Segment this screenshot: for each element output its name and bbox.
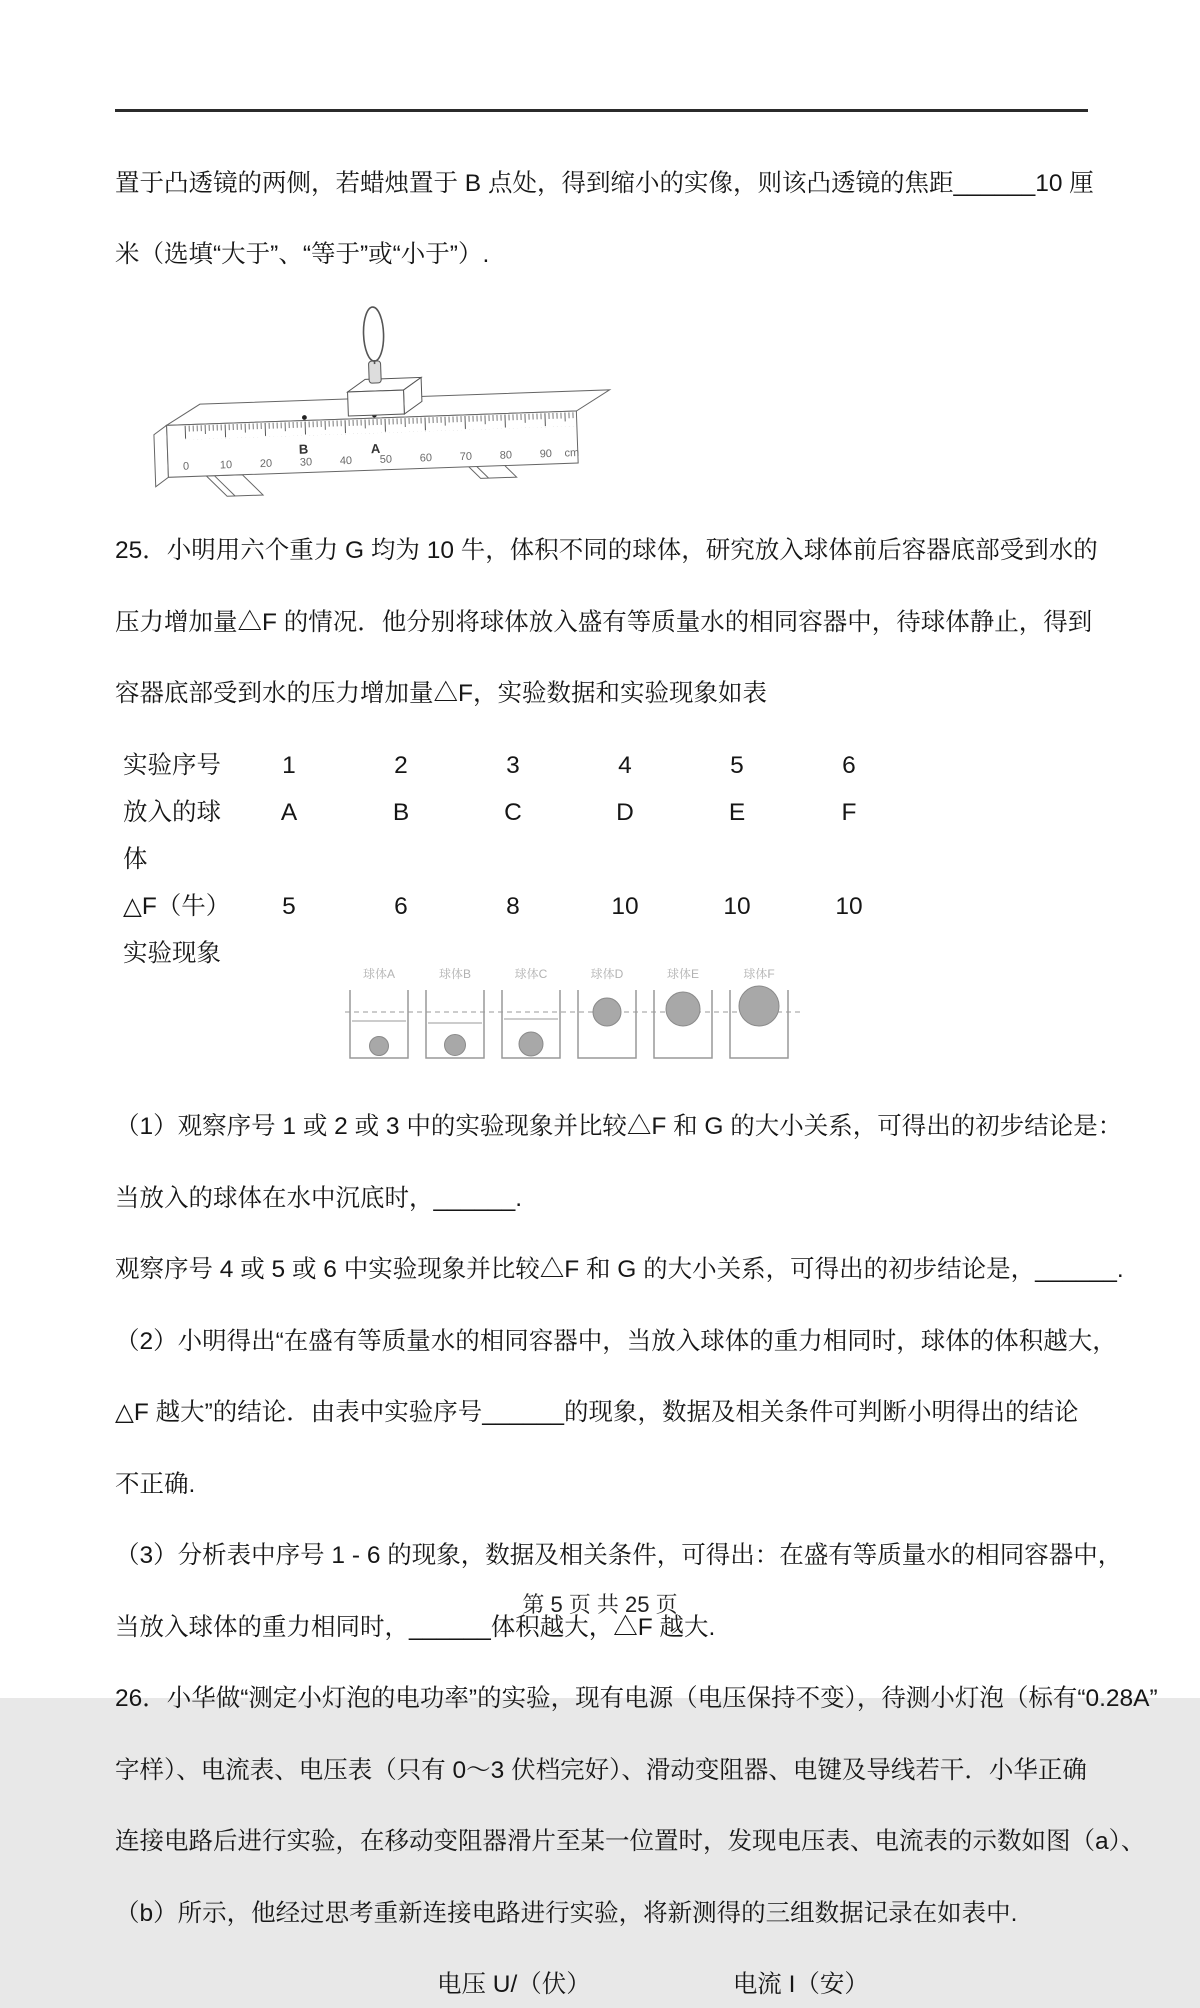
question-line: 当放入球体的重力相同时，______体积越大，△F 越大.	[115, 1604, 1090, 1651]
container-label: 球体F	[743, 966, 774, 981]
voltage-column-header: 电压 U/（伏）	[437, 1961, 591, 2008]
ruler-number: 70	[460, 450, 473, 462]
table-row	[115, 883, 1090, 930]
table-cell: B	[345, 789, 457, 883]
table-cell: D	[569, 789, 681, 883]
phenomenon-figure	[233, 930, 905, 1079]
table-cell: 10	[793, 883, 905, 930]
ruler-number: 40	[340, 454, 353, 466]
ruler-unit-label: cm	[564, 446, 579, 459]
table-cell: 2	[345, 742, 457, 789]
page-footer: 第 5 页 共 25 页	[0, 1588, 1200, 1619]
question-line: 25．小明用六个重力 G 均为 10 牛，体积不同的球体，研究放入球体前后容器底部受到水的	[115, 527, 1090, 574]
bench-group	[150, 298, 613, 498]
question-line: （3）分析表中序号 1 - 6 的现象，数据及相关条件，可得出：在盛有等质量水的相同容器中，	[115, 1532, 1090, 1579]
question-line: 容器底部受到水的压力增加量△F，实验数据和实验现象如表	[115, 670, 1090, 717]
table-cell: 6	[793, 742, 905, 789]
question-line: 字样）、电流表、电压表（只有 0～3 伏档完好）、滑动变阻器、电键及导线若干．小华正确	[115, 1747, 1090, 1794]
voltage-current-table-header	[115, 1961, 1090, 2008]
row-header: 实验序号	[115, 742, 233, 789]
ruler-number: 30	[300, 456, 313, 468]
phenomenon-svg	[345, 964, 800, 1072]
container-label: 球体C	[515, 966, 548, 981]
optical-bench-svg	[127, 303, 627, 499]
ruler-number: 80	[500, 449, 513, 461]
table-cell: 1	[233, 742, 345, 789]
page-content	[115, 135, 1090, 2008]
sphere-f	[739, 986, 779, 1026]
table-cell: C	[457, 789, 569, 883]
row-header: △F（牛）	[115, 883, 233, 930]
sphere-e	[666, 992, 700, 1026]
container-label: 球体E	[667, 966, 699, 981]
ruler-number: 20	[260, 457, 273, 469]
table-cell: 5	[681, 742, 793, 789]
lens-icon	[363, 306, 385, 361]
table-cell: 5	[233, 883, 345, 930]
table-cell: E	[681, 789, 793, 883]
table-row	[115, 930, 1090, 1079]
table-cell: 6	[345, 883, 457, 930]
experiment-table	[115, 742, 1090, 1079]
point-a-label: A	[371, 440, 382, 455]
sphere-a	[370, 1036, 389, 1055]
sphere-b	[445, 1034, 466, 1055]
question-line: 当放入的球体在水中沉底时，______.	[115, 1175, 1090, 1222]
sphere-d	[593, 998, 621, 1026]
question-line: （b）所示，他经过思考重新连接电路进行实验，将新测得的三组数据记录在如表中.	[115, 1890, 1090, 1937]
question-line: 观察序号 4 或 5 或 6 中实验现象并比较△F 和 G 的大小关系，可得出的初步结论是，______.	[115, 1246, 1090, 1293]
question-line: 不正确.	[115, 1461, 1090, 1508]
table-cell: 10	[681, 883, 793, 930]
lens-holder	[347, 359, 423, 416]
table-row	[115, 789, 1090, 883]
table-cell: 4	[569, 742, 681, 789]
optical-bench-figure	[115, 303, 1090, 503]
table-cell: 8	[457, 883, 569, 930]
question-line: 置于凸透镜的两侧，若蜡烛置于 B 点处，得到缩小的实像，则该凸透镜的焦距______10 厘	[115, 160, 1090, 207]
table-cell: A	[233, 789, 345, 883]
ruler-number: 90	[540, 447, 553, 459]
ruler-number: 60	[420, 452, 433, 464]
table-row	[115, 742, 1090, 789]
table-cell: 10	[569, 883, 681, 930]
container-label: 球体B	[439, 966, 471, 981]
question-line: △F 越大”的结论．由表中实验序号______的现象，数据及相关条件可判断小明得出的结论	[115, 1389, 1090, 1436]
table-cell: 3	[457, 742, 569, 789]
point-b-label: B	[299, 441, 309, 456]
container-label: 球体A	[363, 966, 395, 981]
question-line: 压力增加量△F 的情况．他分别将球体放入盛有等质量水的相同容器中，待球体静止，得到	[115, 599, 1090, 646]
table-cell: F	[793, 789, 905, 883]
current-column-header: 电流 I（安）	[733, 1961, 869, 2008]
question-line: 连接电路后进行实验，在移动变阻器滑片至某一位置时，发现电压表、电流表的示数如图（a）、	[115, 1818, 1090, 1865]
sphere-c	[519, 1032, 543, 1056]
ruler-number: 10	[220, 459, 233, 471]
ruler-number: 50	[380, 453, 393, 465]
question-line: 26．小华做“测定小灯泡的电功率”的实验，现有电源（电压保持不变），待测小灯泡（标有“0.28A”	[115, 1675, 1090, 1722]
row-header: 实验现象	[115, 930, 233, 1079]
question-line: （1）观察序号 1 或 2 或 3 中的实验现象并比较△F 和 G 的大小关系，可得出的初步结论是：	[115, 1103, 1090, 1150]
row-header: 放入的球体	[115, 789, 233, 883]
header-rule	[115, 109, 1088, 112]
question-line: 米（选填“大于”、“等于”或“小于”）.	[115, 231, 1090, 278]
container-label: 球体D	[591, 966, 624, 981]
question-line: （2）小明得出“在盛有等质量水的相同容器中，当放入球体的重力相同时，球体的体积越大，	[115, 1318, 1090, 1365]
ruler-number: 0	[183, 460, 190, 472]
